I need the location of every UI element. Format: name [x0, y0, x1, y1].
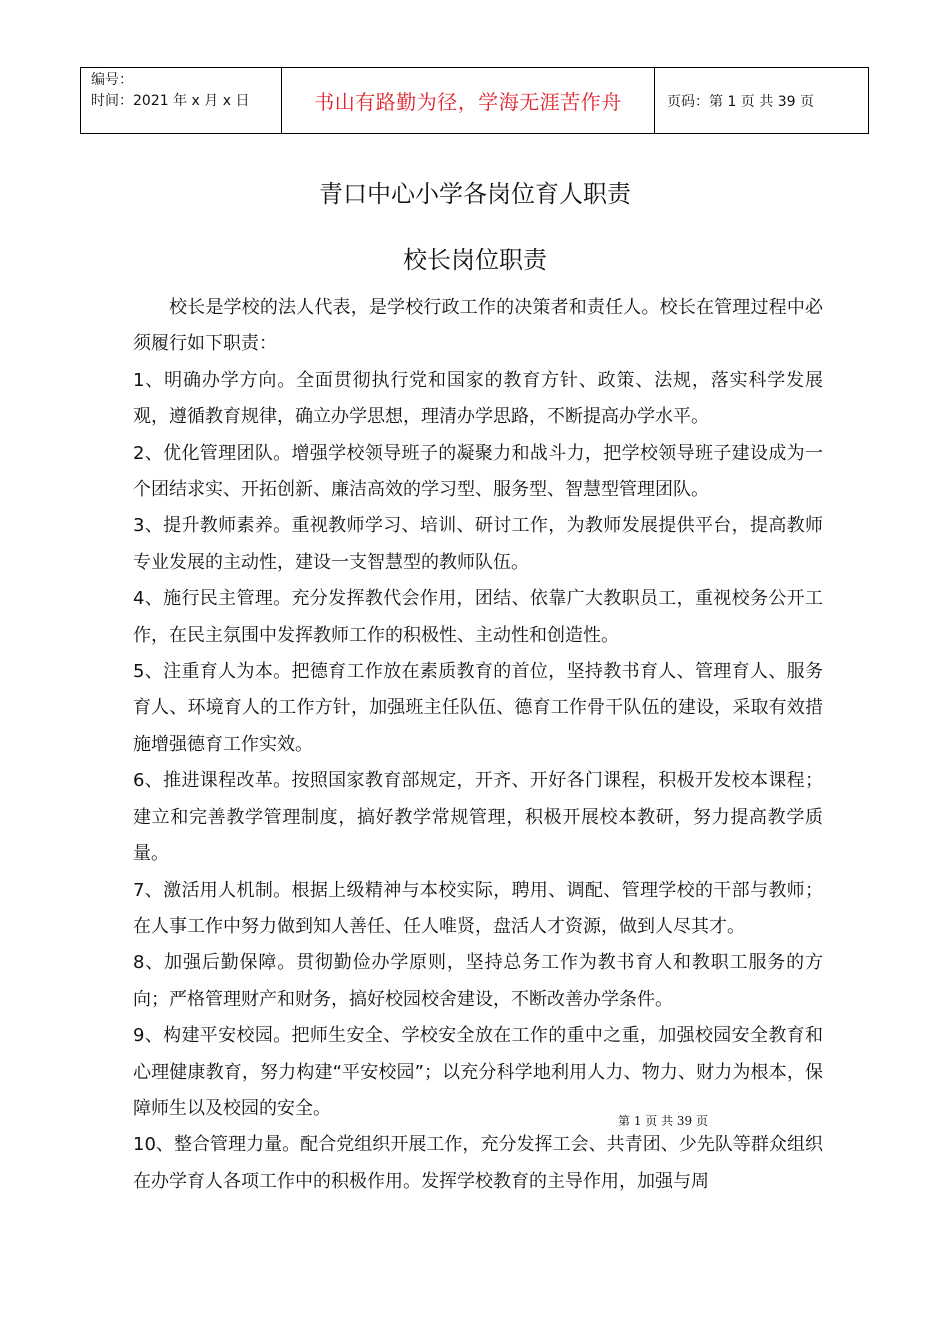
page-footer-mark: 第 1 页 共 39 页 [618, 1114, 708, 1128]
motto-text: 书山有路勤为径，学海无涯苦作舟 [314, 90, 622, 114]
duty-item: 2、优化管理团队。增强学校领导班子的凝聚力和战斗力，把学校领导班子建设成为一个团结求实、开拓创新、廉洁高效的学习型、服务型、智慧型管理团队。 [133, 442, 823, 501]
intro-paragraph: 校长是学校的法人代表，是学校行政工作的决策者和责任人。校长在管理过程中必须履行如下职责： [133, 297, 823, 355]
duty-item: 6、推进课程改革。按照国家教育部规定，开齐、开好各门课程，积极开发校本课程；建立和完善教学管理制度，搞好教学常规管理，积极开展校本教研，努力提高教学质量。 [133, 770, 823, 865]
duty-item: 3、提升教师素养。重视教师学习、培训、研讨工作，为教师发展提供平台，提高教师专业发展的主动性，建设一支智慧型的教师队伍。 [133, 515, 823, 573]
duty-item: 8、加强后勤保障。贯彻勤俭办学原则，坚持总务工作为教书育人和教职工服务的方向；严格管理财产和财务，搞好校园校舍建设，不断改善办学条件。 [133, 952, 823, 1010]
header-motto-cell [282, 68, 655, 133]
serial-label: 编号： [91, 72, 133, 88]
duty-item: 9、构建平安校园。把师生安全、学校安全放在工作的重中之重，加强校园安全教育和心理健康教育，努力构建“平安校园”；以充分科学地利用人力、物力、财力为根本，保障师生以及校园的安全。 [133, 1025, 823, 1119]
duty-item: 4、施行民主管理。充分发挥教代会作用，团结、依靠广大教职员工，重视校务公开工作，在民主氛围中发挥教师工作的积极性、主动性和创造性。 [133, 588, 823, 646]
header-page-cell [655, 68, 868, 133]
duty-item: 7、激活用人机制。根据上级精神与本校实际，聘用、调配、管理学校的干部与教师；在人事工作中努力做到知人善任、任人唯贤，盘活人才资源，做到人尽其才。 [133, 879, 823, 937]
duty-item: 5、注重育人为本。把德育工作放在素质教育的首位，坚持教书育人、管理育人、服务育人、环境育人的工作方针，加强班主任队伍、德育工作骨干队伍的建设，采取有效措施增强德育工作实效。 [133, 661, 823, 755]
section-title: 校长岗位职责 [403, 246, 547, 274]
header-table [80, 67, 869, 134]
duty-item: 10、整合管理力量。配合党组织开展工作，充分发挥工会、共青团、少先队等群众组织在办学育人各项工作中的积极作用。发挥学校教育的主导作用，加强与周 [133, 1134, 823, 1192]
duty-item: 1、明确办学方向。全面贯彻执行党和国家的教育方针、政策、法规，落实科学发展观，遵循教育规律，确立办学思想，理清办学思路，不断提高办学水平。 [133, 369, 823, 428]
header-info-cell [81, 68, 282, 133]
document-title: 青口中心小学各岗位育人职责 [319, 180, 631, 208]
document-body [133, 290, 823, 1200]
page-label: 页码：第 1 页 共 39 页 [667, 93, 814, 110]
date-label: 时间：2021 年 x 月 x 日 [91, 93, 250, 109]
